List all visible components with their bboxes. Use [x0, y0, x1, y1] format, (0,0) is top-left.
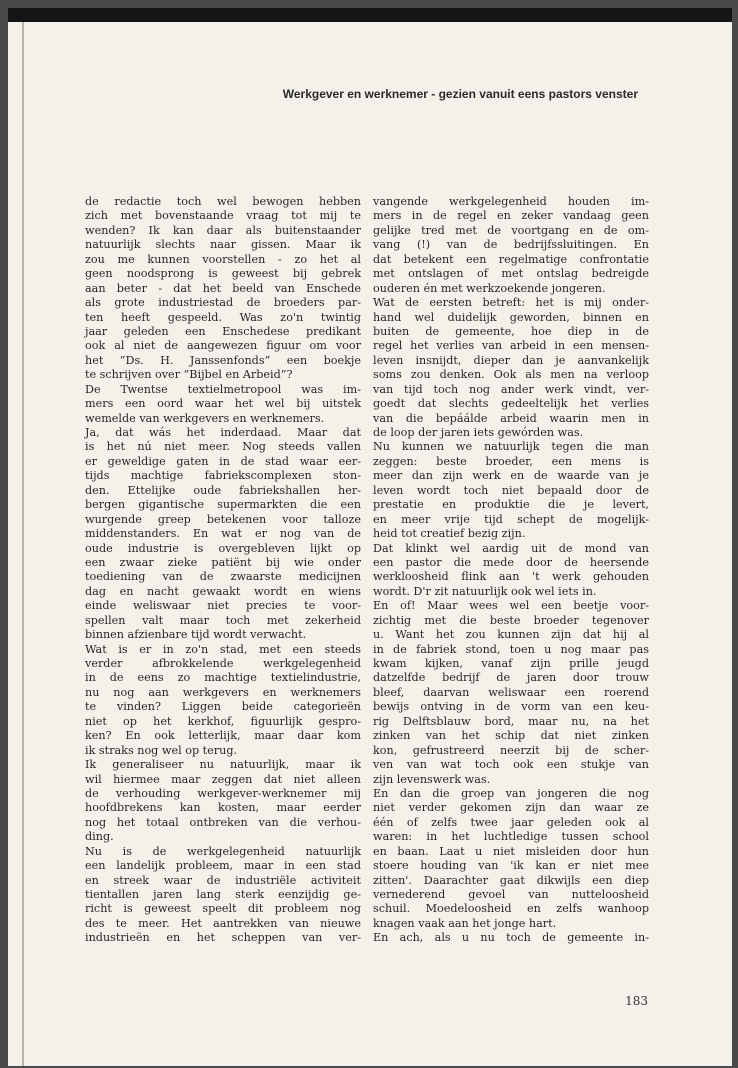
left-column-line: niet op het kerkhof, figuurlijk gespro-	[85, 714, 361, 728]
right-column-line: kwam kijken, vanaf zijn prille jeugd	[373, 657, 649, 670]
left-column-line: bergen gigantische supermarkten die een	[85, 498, 361, 512]
left-column-line: natuurlijk slechts naar gissen. Maar ik	[85, 238, 361, 252]
document-page	[8, 8, 732, 1066]
right-column-line: niet verder gekomen zijn dan waar ze	[373, 801, 649, 815]
right-column-line: en baan. Laat u niet misleiden door hun	[373, 844, 649, 858]
left-column-line: ten heeft gespeeld. Was zo'n twintig	[85, 310, 361, 324]
right-column-line: kon, gefrustreerd neerzit bij de scher-	[373, 743, 649, 757]
left-column-line: verder afbrokkelende werkgelegenheid	[85, 657, 361, 670]
left-column-line: richt is geweest speelt dit probleem nog	[85, 902, 361, 916]
right-column-line: ouderen én met werkzoekende jongeren.	[373, 281, 606, 295]
right-column-line: leven wordt toch niet bepaald door de	[373, 483, 649, 497]
right-column-line: u. Want het zou kunnen zijn dat hij al	[373, 628, 649, 642]
left-column-line: te vinden? Liggen beide categorieën	[85, 700, 361, 714]
left-column-line: als grote industriestad de broeders par-	[85, 296, 361, 310]
left-column-line: tientallen jaren lang sterk eenzijdig ge-	[85, 888, 361, 901]
left-column-line: een zwaar zieke patiënt bij wie onder	[85, 555, 361, 569]
right-column-line: vang (!) van de bedrijfssluitingen. En	[373, 238, 649, 252]
right-column-line: wordt. D'r zit natuurlijk ook wel iets in.	[373, 584, 597, 598]
left-column-line: zich met bovenstaande vraag tot mij te	[85, 209, 361, 223]
left-column-line: ken? En ook letterlijk, maar daar kom	[85, 729, 361, 743]
left-column-line: einde weliswaar niet precies te voor-	[85, 599, 361, 613]
right-column-line: datzelfde bedrijf de jaren door trouw	[373, 671, 649, 685]
right-column-line: zeggen: beste broeder, een mens is	[373, 454, 649, 468]
right-column-line: ven van wat toch ook een stukje van	[373, 758, 649, 772]
left-column-line: aan beter - dat het beeld van Enschede	[85, 281, 361, 295]
running-header: Werkgever en werknemer - gezien vanuit eens pastors venster	[282, 87, 638, 101]
right-column-line: vangende werkgelegenheid houden im-	[373, 195, 649, 208]
left-column-line: nu nog aan werkgevers en werknemers	[85, 685, 361, 699]
left-column-line: wenden? Ik kan daar als buitenstaander	[85, 223, 361, 237]
right-column-line: zichtig met die beste broeder tegenover	[373, 613, 649, 627]
left-column-line: een landelijk probleem, maar in een stad	[85, 859, 361, 873]
right-column-line: goedt dat slechts gedeeltelijk het verlies	[373, 397, 649, 411]
right-column-line: En of! Maar wees wel een beetje voor-	[373, 599, 649, 613]
left-column-line: ook al niet de aangewezen figuur om voor	[85, 339, 361, 353]
left-column-line: binnen afzienbare tijd wordt verwacht.	[85, 628, 307, 642]
right-column-line: zitten'. Daarachter gaat dikwijls een diep	[373, 873, 649, 887]
left-column-line: wurgende greep betekenen voor talloze	[85, 512, 361, 526]
right-column-line: prestatie en produktie die je levert,	[373, 498, 649, 512]
right-column-line: Wat de eersten betreft: het is mij onder-	[373, 296, 649, 310]
right-column-line: één of zelfs twee jaar geleden ook al	[373, 815, 649, 829]
right-column-line: en meer vrije tijd schept de mogelijk-	[373, 512, 649, 526]
page-left-edge	[22, 22, 24, 1066]
left-column-line: is het nú niet meer. Nog steeds vallen	[85, 440, 361, 454]
right-column-line: zinken van het schip dat niet zinken	[373, 729, 649, 743]
right-column-line: in de fabriek stond, toen u nog maar pas	[373, 642, 649, 656]
left-column-line: dag en nacht gewaakt wordt en wiens	[85, 584, 361, 598]
right-column-line: heid tot creatief bezig zijn.	[373, 527, 526, 541]
left-column-line: de redactie toch wel bewogen hebben	[85, 195, 361, 208]
left-column-line: in de eens zo machtige textielindustrie,	[85, 671, 361, 685]
left-column-line: industrieën en het scheppen van ver-	[85, 931, 361, 945]
right-column-line: En ach, als u nu toch de gemeente in-	[373, 931, 649, 945]
right-text-column	[373, 195, 649, 946]
left-column-line: ding.	[85, 830, 114, 844]
right-column-line: mers in de regel en zeker vandaag geen	[373, 209, 649, 223]
right-column-line: En dan die groep van jongeren die nog	[373, 786, 649, 800]
right-column-line: waren: in het luchtledige tussen school	[373, 830, 649, 844]
left-column-line: te schrijven over ”Bijbel en Arbeid”?	[85, 368, 293, 382]
right-column-line: van die bepáálde arbeid waarin men in	[373, 411, 649, 425]
left-column-line: zou me kunnen voorstellen - zo het al	[85, 252, 361, 266]
right-column-line: de loop der jaren iets gewórden was.	[373, 426, 584, 439]
left-column-line: des te meer. Het aantrekken van nieuwe	[85, 916, 361, 930]
right-column-line: soms zou denken. Ook als men na verloop	[373, 368, 649, 382]
left-column-line: de verhouding werkgever-werknemer mij	[85, 786, 361, 800]
right-column-line: vernederend gevoel van nutteloosheid	[373, 888, 649, 901]
right-column-line: bewijs ontving in de vorm van een keu-	[373, 700, 649, 714]
left-column-line: en streek waar de industriële activiteit	[85, 873, 361, 887]
right-column-line: knagen vaak aan het jonge hart.	[373, 916, 557, 930]
right-column-line: Nu kunnen we natuurlijk tegen die man	[373, 440, 649, 454]
right-column-line: stoere houding van 'ik kan er niet mee	[373, 859, 649, 873]
right-column-line: dat betekent een regelmatige confrontatie	[373, 252, 649, 266]
left-column-line: Ja, dat wás het inderdaad. Maar dat	[85, 426, 361, 439]
right-column-line: van tijd toch nog ander werk vindt, ver-	[373, 382, 649, 396]
left-column-line: jaar geleden een Enschedese predikant	[85, 324, 361, 338]
left-column-line: er geweldige gaten in de stad waar eer-	[85, 454, 361, 468]
right-column-line: buiten de gemeente, hoe diep in de	[373, 324, 649, 338]
left-column-line: den. Ettelijke oude fabriekshallen her-	[85, 483, 361, 497]
right-column-line: rig Delftsblauw bord, maar nu, na het	[373, 714, 649, 728]
left-column-line: wil hiermee maar zeggen dat niet alleen	[85, 772, 361, 786]
left-column-line: ik straks nog wel op terug.	[85, 743, 238, 757]
left-column-line: hoofdbrekens kan kosten, maar eerder	[85, 801, 361, 815]
scan-top-band	[8, 8, 732, 22]
left-column-line: oude industrie is overgebleven lijkt op	[85, 541, 361, 555]
right-column-line: bleef, daarvan weliswaar een roerend	[373, 685, 649, 699]
right-column-line: Dat klinkt wel aardig uit de mond van	[373, 541, 649, 555]
left-column-line: spellen valt maar toch met zekerheid	[85, 613, 361, 627]
right-column-line: leven insnijdt, dieper dan je aanvankelijk	[373, 353, 649, 367]
left-column-line: Nu is de werkgelegenheid natuurlijk	[85, 844, 361, 858]
right-column-line: met ontslagen of met ontslag bedreigde	[373, 267, 649, 281]
left-column-line: nog het totaal ontbreken van die verhou-	[85, 815, 361, 829]
left-column-line: mers een oord waar het wel bij uitstek	[85, 397, 361, 411]
left-column-line: toediening van de zwaarste medicijnen	[85, 570, 361, 584]
right-column-line: schuil. Moedeloosheid en zelfs wanhoop	[373, 902, 649, 916]
left-column-line: wemelde van werkgevers en werknemers.	[85, 411, 325, 425]
left-column-line: het ”Ds. H. Janssenfonds” een boekje	[85, 353, 361, 367]
left-column-line: middenstanders. En wat er nog van de	[85, 527, 361, 541]
right-column-line: een pastor die mede door de heersende	[373, 555, 649, 569]
right-column-line: regel het verlies van arbeid in een mensen-	[373, 339, 649, 353]
left-column-line: tijds machtige fabriekscomplexen ston-	[85, 469, 361, 483]
right-column-line: hand wel duidelijk geworden, binnen en	[373, 310, 649, 324]
left-column-line: Ik generaliseer nu natuurlijk, maar ik	[85, 758, 361, 772]
page-number: 183	[625, 994, 648, 1008]
right-column-line: werkloosheid flink aan 't werk gehouden	[373, 570, 649, 584]
right-column-line: meer dan zijn werk en de waarde van je	[373, 469, 649, 483]
left-column-line: Wat is er in zo'n stad, met een steeds	[85, 642, 361, 656]
right-column-line: gelijke tred met de voortgang en de om-	[373, 223, 649, 237]
left-column-line: geen noodsprong is geweest bij gebrek	[85, 267, 361, 281]
right-column-line: zijn levenswerk was.	[373, 772, 491, 786]
left-text-column	[85, 195, 361, 946]
left-column-line: De Twentse textielmetropool was im-	[85, 382, 361, 396]
